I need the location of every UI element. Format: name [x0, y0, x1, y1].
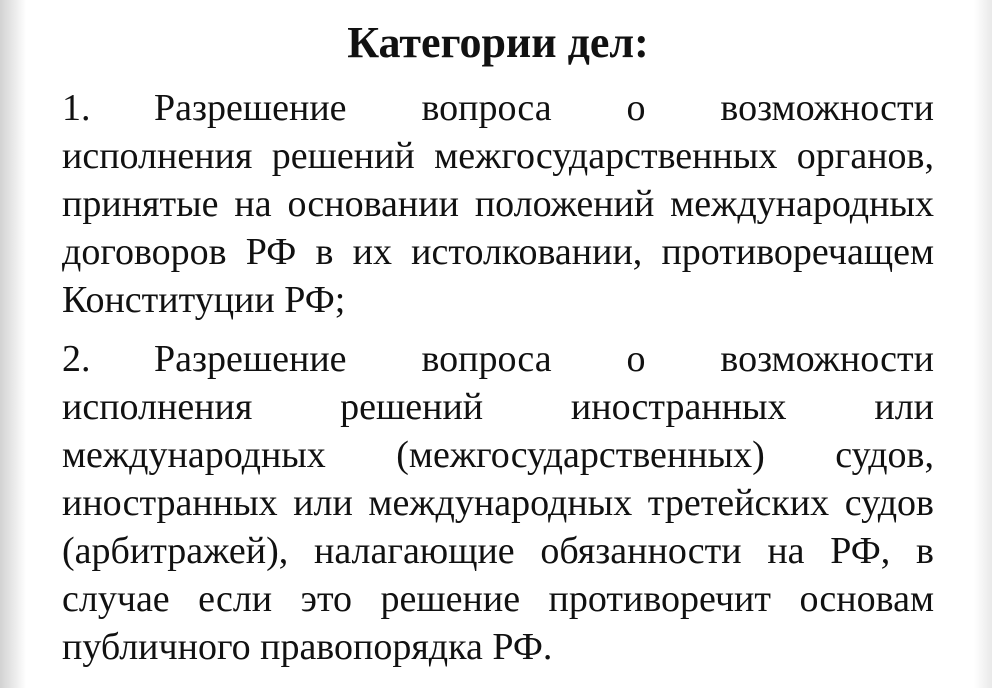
list-item-text: Разрешение вопроса о возможности исполнения решений межгосударственных органов, принятые на основании положений международных договоров РФ в их истолковании, противоречащем Конституции РФ; [62, 87, 934, 321]
list-item-number: 2. [62, 338, 91, 380]
right-edge-shadow [974, 0, 992, 688]
list-item-1 [62, 84, 934, 324]
list-item-2 [62, 335, 934, 671]
list-item-number: 1. [62, 87, 91, 129]
slide-title: Категории дел: [347, 18, 649, 67]
left-edge-shadow [0, 0, 26, 688]
list-item-text: Разрешение вопроса о возможности исполнения решений иностранных или международных (межгосударственных) судов, иностранных или международных третейских судов (арбитражей), налагающие обязанности на РФ, в случае если это решение противоречит основам публичного правопорядка РФ. [62, 338, 934, 668]
slide-content [62, 8, 934, 682]
